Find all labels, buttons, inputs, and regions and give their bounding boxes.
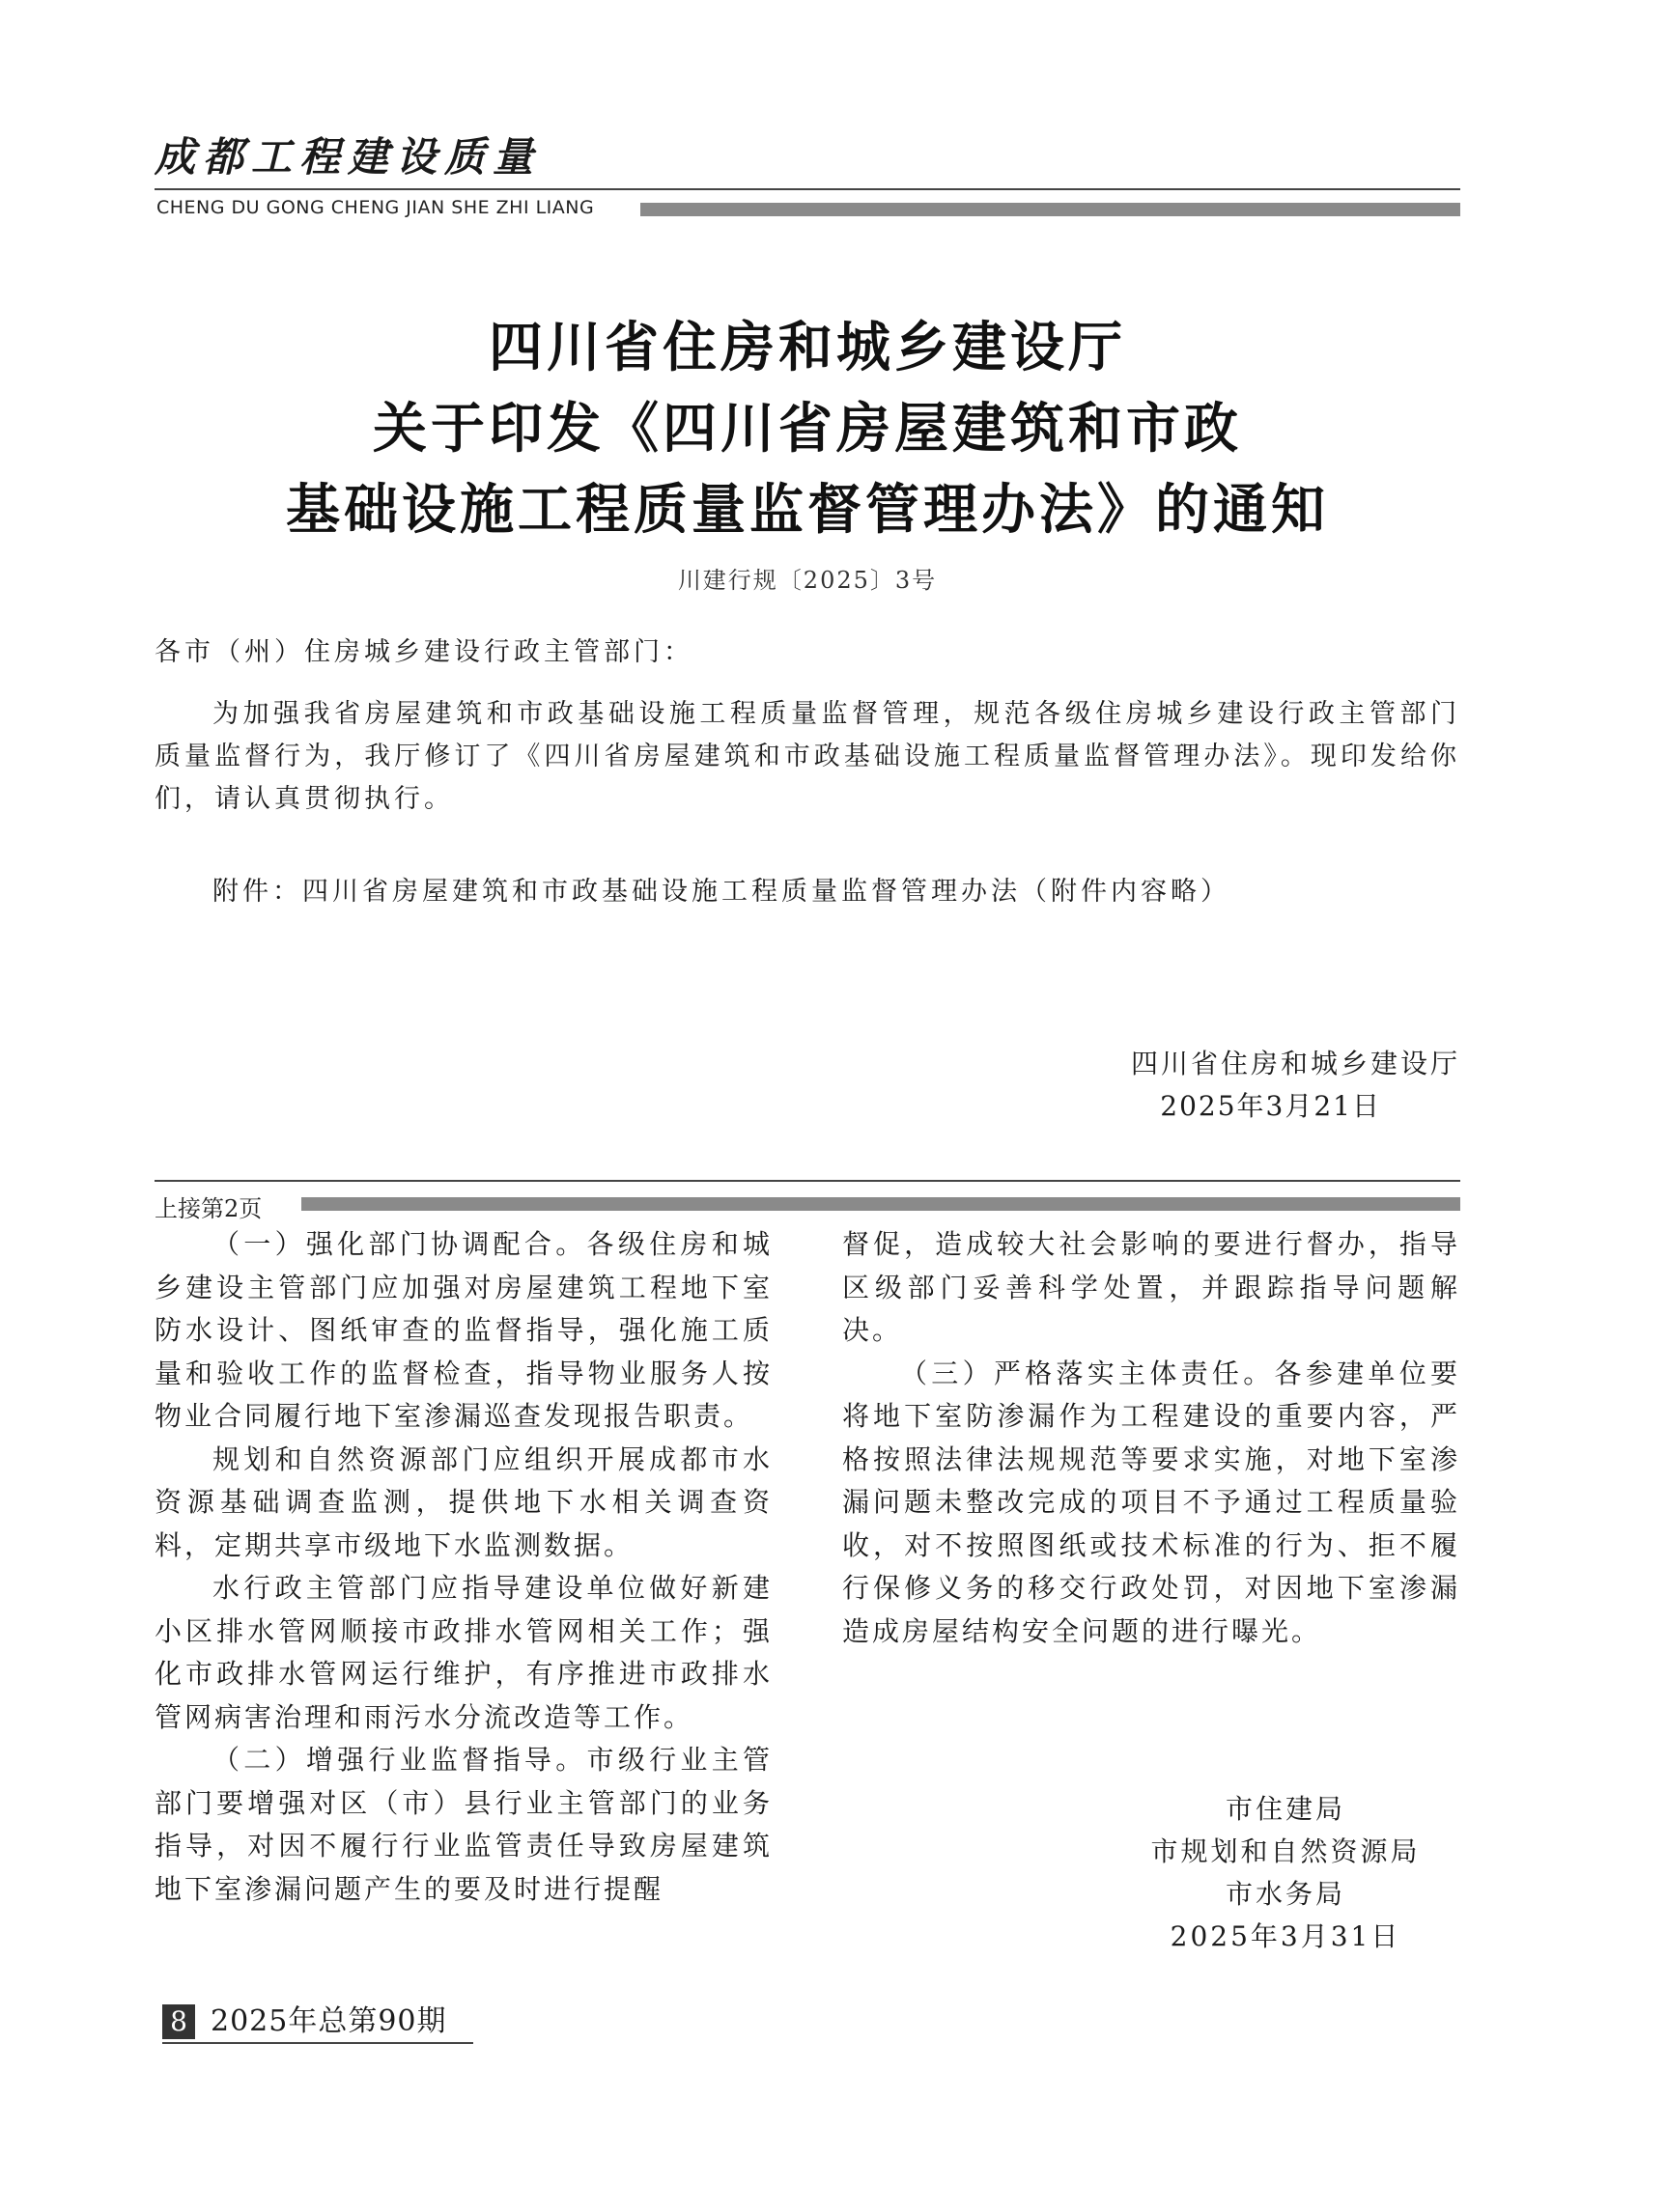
addressee: 各市（州）住房城乡建设行政主管部门：	[155, 637, 693, 667]
header-rule	[155, 188, 1460, 190]
section-rule	[155, 1180, 1460, 1182]
notice-title-line-3: 基础设施工程质量监督管理办法》的通知	[286, 478, 1329, 542]
right-paragraph-1: 督促，造成较大社会影响的要进行督办，指导区级部门妥善科学处置，并跟踪指导问题解决。	[842, 1228, 1460, 1346]
journal-pinyin: CHENG DU GONG CHENG JIAN SHE ZHI LIANG	[156, 197, 595, 218]
right-paragraph-2: （三）严格落实主体责任。各参建单位要将地下室防渗漏作为工程建设的重要内容，严格按照法律法规规范等要求实施，对地下室渗漏问题未整改完成的项目不予通过工程质量验收，对不按照图纸或技术标准的行为、拒不履行保修义务的移交行政处罚，对因地下室渗漏造成房屋结构安全问题的进行曝光。	[842, 1357, 1460, 1647]
left-paragraph-2: 规划和自然资源部门应组织开展成都市水资源基础调查监测，提供地下水相关调查资料，定期共享市级地下水监测数据。	[155, 1442, 773, 1561]
notice-date: 2025年3月21日	[1160, 1090, 1381, 1122]
notice-signer: 四川省住房和城乡建设厅	[1130, 1048, 1460, 1079]
article-signers	[1111, 1788, 1460, 1958]
right-column	[842, 1223, 1460, 1653]
signer-1: 市住建局	[1225, 1793, 1345, 1825]
left-paragraph-3: 水行政主管部门应指导建设单位做好新建小区排水管网顺接市政排水管网相关工作；强化市政排水管网运行维护，有序推进市政排水管网病害治理和雨污水分流改造等工作。	[155, 1572, 773, 1733]
left-paragraph-4: （二）增强行业监督指导。市级行业主管部门要增强对区（市）县行业主管部门的业务指导，对因不履行行业监管责任导致房屋建筑地下室渗漏问题产生的要及时进行提醒	[155, 1744, 773, 1905]
document-number: 川建行规〔2025〕3号	[677, 567, 938, 594]
header-bar	[640, 203, 1460, 216]
notice-title-line-1: 四川省住房和城乡建设厅	[489, 316, 1126, 379]
signer-2: 市规划和自然资源局	[1150, 1835, 1421, 1867]
footer-rule	[162, 2042, 473, 2044]
left-column	[155, 1223, 773, 1911]
notice-title-line-2: 关于印发《四川省房屋建筑和市政	[373, 397, 1242, 461]
journal-title: 成都工程建设质量	[155, 133, 542, 181]
attachment-note: 附件：四川省房屋建筑和市政基础设施工程质量监督管理办法（附件内容略）	[212, 877, 1230, 907]
notice-title	[155, 307, 1460, 550]
notice-paragraph: 为加强我省房屋建筑和市政基础设施工程质量监督管理，规范各级住房城乡建设行政主管部门质量监督行为，我厅修订了《四川省房屋建筑和市政基础设施工程质量监督管理办法》。现印发给你们，请认真贯彻执行。	[155, 699, 1460, 814]
page-number: 8	[162, 2004, 195, 2039]
left-paragraph-1: （一）强化部门协调配合。各级住房和城乡建设主管部门应加强对房屋建筑工程地下室防水设计、图纸审查的监督指导，强化施工质量和验收工作的监督检查，指导物业服务人按物业合同履行地下室渗漏巡查发现报告职责。	[155, 1228, 773, 1432]
article-date: 2025年3月31日	[1170, 1920, 1401, 1952]
signer-3: 市水务局	[1225, 1878, 1345, 1910]
continued-bar	[301, 1197, 1460, 1211]
issue-label: 2025年总第90期	[211, 2004, 447, 2038]
continued-label: 上接第2页	[155, 1195, 263, 1222]
